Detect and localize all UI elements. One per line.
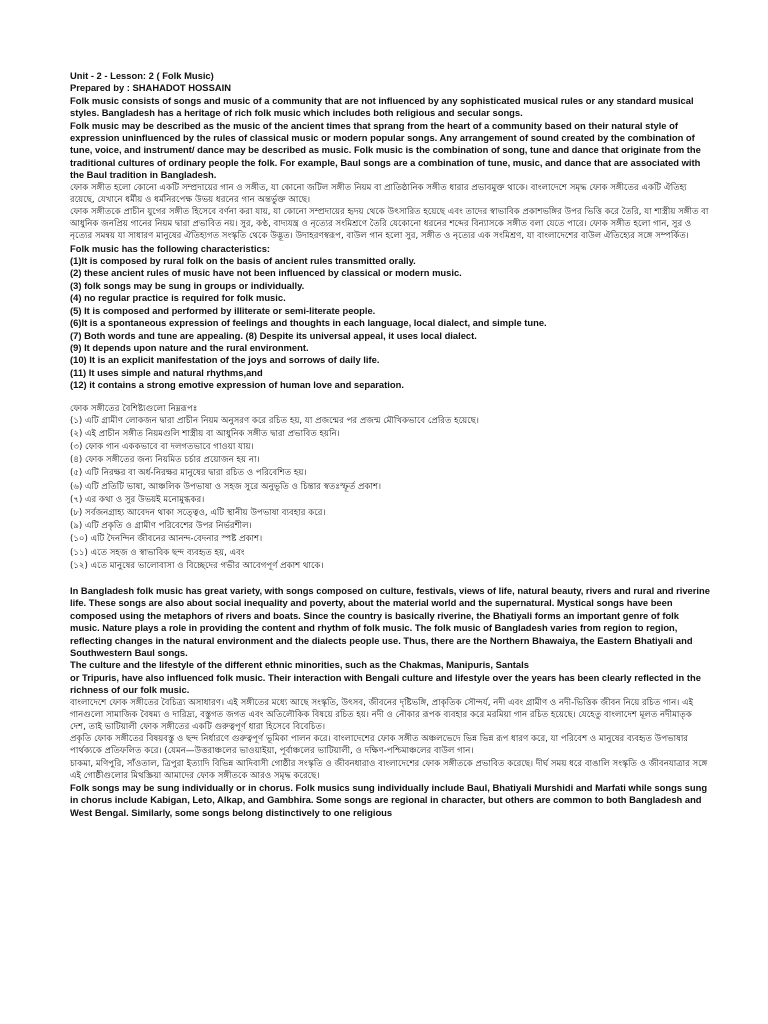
list-item: (৩) ফোক গান এককভাবে বা দলগতভাবে গাওয়া যায়। — [70, 441, 254, 452]
list-item: (৭) এর কথা ও সুর উভয়ই মনোমুগ্ধকর। — [70, 494, 205, 505]
prepared-by: Prepared by : SHAHADOT HOSSAIN — [70, 82, 231, 94]
variety-paragraph: In Bangladesh folk music has great variety, with songs composed on culture, festivals, views of life, natural beauty, rivers and rural and riverine life. These songs are also about social inequality and poverty, about the material world and the supernatural. Mystical songs have been composed using the metaphors of rivers and boats. Since the country is basically riverine, the Bhatiyali forms an important genre of folk music. Nature plays a role in providing the content and rhythm of folk music. The folk music of Bangladesh varies from region to region, reflecting changes in the natural environment and the dialects people use. Thus, there are the Northern Bhawaiya, the Eastern Bhatiyali and Southwestern Baul songs. — [70, 584, 710, 659]
characteristics-list — [70, 255, 710, 391]
characteristics-heading: Folk music has the following characteristics: — [70, 242, 271, 254]
bengali-nature-paragraph: প্রকৃতি ফোক সঙ্গীতের বিষয়বস্তু ও ছন্দ নির্ধারণে গুরুত্বপূর্ণ ভূমিকা পালন করে। বাংলাদেশের ফোক সঙ্গীত অঞ্চলভেদে ভিন্ন ভিন্ন রূপ ধারণ করে, যা পরিবেশ ও মানুষের ব্যবহৃত উপভাষার পার্থক্যকে প্রতিফলিত করে। (যেমন—উত্তরাঞ্চলের ভাওয়াইয়া, পূর্বাঞ্চলের ভাটিয়ালী, ও দক্ষিণ-পশ্চিমাঞ্চলের বাউল গান। — [70, 734, 689, 757]
list-item: (১১) এতে সহজ ও স্বাভাবিক ছন্দ ব্যবহৃত হয়, এবং — [70, 547, 245, 558]
list-item: (১২) এতে মানুষের ভালোবাসা ও বিচ্ছেদের গভীর আবেগপূর্ণ প্রকাশ থাকে। — [70, 560, 324, 571]
intro-paragraph: Folk music consists of songs and music of a community that are not influenced by any sophisticated musical rules or any standard musical styles. Bangladesh has a heritage of rich folk music which includes both religious and secular songs. — [70, 94, 694, 119]
list-item: (6)It is a spontaneous expression of feelings and thoughts in each language, local dialect, and simple tune. — [70, 317, 547, 329]
list-item: (৯) এটি প্রকৃতি ও গ্রামীণ পরিবেশের উপর নির্ভরশীল। — [70, 521, 252, 532]
list-item: (10) It is an explicit manifestation of the joys and sorrows of daily life. — [70, 354, 380, 366]
bengali-characteristics-heading: ফোক সঙ্গীতের বৈশিষ্ট্যগুলো নিম্নরূপঃ — [70, 403, 198, 414]
bengali-intro-paragraph: ফোক সঙ্গীত হলো কোনো একটি সম্প্রদায়ের গান ও সঙ্গীত, যা কোনো জটিল সঙ্গীত নিয়ম বা প্রাতিষ্ঠানিক সঙ্গীত ধারার প্রভাবমুক্ত থাকে। বাংলাদেশে সমৃদ্ধ ফোক সঙ্গীতের একটি ঐতিহ্য রয়েছে, যেখানে ধর্মীয় ও ধর্মনিরপেক্ষ উভয় ধরনের গান অন্তর্ভুক্ত আছে। — [70, 182, 687, 205]
bengali-variety-paragraph: বাংলাদেশে ফোক সঙ্গীতের বৈচিত্র্য অসাধারণ। এই সঙ্গীতের মধ্যে আছে সংস্কৃতি, উৎসব, জীবনের দৃষ্টিভঙ্গি, প্রাকৃতিক সৌন্দর্য, নদী এবং গ্রামীণ ও নদী-ভিত্তিক জীবন নিয়ে রচিত গান। এই গানগুলো সামাজিক বৈষম্য ও দারিদ্র্য, বস্তুগত জগত এবং অতিলৌকিক বিষয়ে রচিত হয়। নদী ও নৌকার রূপক ব্যবহার করে মরমিয়া গান রচিত হয়েছে। যেহেতু বাংলাদেশ মূলত নদীমাতৃক দেশ, তাই ভাটিয়ালী ফোক সঙ্গীতের একটি গুরুত্বপূর্ণ ধারা হিসেবে বিবেচিত। — [70, 697, 694, 733]
list-item: (৬) এটি প্রতিটি ভাষা, আঞ্চলিক উপভাষা ও সহজ সুরে অনুভূতি ও চিন্তার স্বতঃস্ফূর্ত প্রকাশ। — [70, 481, 382, 492]
list-item: (11) It uses simple and natural rhythms,and — [70, 366, 263, 378]
list-item: (5) It is composed and performed by illiterate or semi-literate people. — [70, 304, 376, 316]
bengali-characteristics-list — [70, 415, 710, 573]
ethnic-paragraph-line1: The culture and the lifestyle of the different ethnic minorities, such as the Chakmas, Manipuris, Santals — [70, 659, 529, 671]
ethnic-paragraph-rest: or Tripuris, have also influenced folk music. Their interaction with Bengali culture and lifestyle over the years has been clearly reflected in the richness of our folk music. — [70, 671, 701, 696]
chorus-paragraph: Folk songs may be sung individually or in chorus. Folk musics sung individually include Baul, Bhatiyali Murshidi and Marfati while songs sung in chorus include Kabigan, Leto, Alkap, and Gambhira. Some songs are regional in character, but others are common to both Bangladesh and West Bengal. Similarly, some songs belong distinctively to one religious — [70, 782, 708, 818]
list-item: (1)It is composed by rural folk on the basis of ancient rules transmitted orally. — [70, 255, 416, 267]
bengali-description-paragraph: ফোক সঙ্গীতকে প্রাচীন যুগের সঙ্গীত হিসেবে বর্ণনা করা যায়, যা কোনো সম্প্রদায়ের হৃদয় থেকে উৎসারিত হয়েছে এবং তাদের স্বাভাবিক প্রকাশভঙ্গির উপর ভিত্তি করে তৈরি, যা শাস্ত্রীয় সঙ্গীত বা আধুনিক জনপ্রিয় গানের নিয়ম দ্বারা প্রভাবিত নয়। সুর, কণ্ঠ, বাদ্যযন্ত্র ও নৃত্যের সংমিশ্রণে তৈরি যেকোনো ধরনের শব্দের বিন্যাসকে সঙ্গীত বলা যেতে পারে। ফোক সঙ্গীত হলো গান, সুর ও নৃত্যের সমন্বয় যা সাধারণ মানুষের ঐতিহ্যগত সংস্কৃতি থেকে উদ্ভূত। উদাহরণস্বরূপ, বাউল গান হলো সুর, সঙ্গীত ও নৃত্যের এক সংমিশ্রণ, যা বাংলাদেশের বাউল ঐতিহ্যের সঙ্গে সম্পর্কিত। — [70, 207, 709, 242]
ethnic-paragraph — [70, 659, 710, 696]
list-item: (১) এটি গ্রামীণ লোকজন দ্বারা প্রাচীন নিয়ম অনুসরণ করে রচিত হয়, যা প্রজন্মের পর প্রজন্ম মৌখিকভাবে প্রেরিত হয়েছে। — [70, 415, 479, 426]
list-item: (২) এই প্রাচীন সঙ্গীত নিয়মগুলি শাস্ত্রীয় বা আধুনিক সঙ্গীত দ্বারা প্রভাবিত হয়নি। — [70, 428, 340, 439]
list-item: (৫) এটি নিরক্ষর বা অর্ধ-নিরক্ষর মানুষের দ্বারা রচিত ও পরিবেশিত হয়। — [70, 468, 307, 479]
list-item: (12) it contains a strong emotive expression of human love and separation. — [70, 379, 404, 391]
list-item: (১০) এটি দৈনন্দিন জীবনের আনন্দ-বেদনার স্পষ্ট প্রকাশ। — [70, 534, 263, 545]
document-page — [70, 70, 710, 819]
list-item: (3) folk songs may be sung in groups or individually. — [70, 279, 305, 291]
list-item: (৪) ফোক সঙ্গীতের জন্য নিয়মিত চর্চার প্রয়োজন হয় না। — [70, 455, 260, 466]
list-item: (9) It depends upon nature and the rural environment. — [70, 341, 309, 353]
list-item: (4) no regular practice is required for folk music. — [70, 292, 286, 304]
list-item: (7) Both words and tune are appealing. (8) Despite its universal appeal, it uses local dialect. — [70, 329, 477, 341]
bengali-ethnic-paragraph: চাকমা, মণিপুরি, সাঁওতাল, ত্রিপুরা ইত্যাদি বিভিন্ন আদিবাসী গোষ্ঠীর সংস্কৃতি ও জীবনধারাও বাংলাদেশের ফোক সঙ্গীতকে প্রভাবিত করেছে। দীর্ঘ সময় ধরে বাঙালি সংস্কৃতি ও জীবনযাত্রার সঙ্গে এই গোষ্ঠীগুলোর মিথস্ক্রিয়া আমাদের ফোক সঙ্গীতকে আরও সমৃদ্ধ করেছে। — [70, 758, 708, 781]
list-item: (৮) সর্বজনগ্রাহ্য আবেদন থাকা সত্ত্বেও, এটি স্থানীয় উপভাষা ব্যবহার করে। — [70, 507, 326, 518]
list-item: (2) these ancient rules of music have not been influenced by classical or modern music. — [70, 267, 462, 279]
unit-title: Unit - 2 - Lesson: 2 ( Folk Music) — [70, 70, 214, 81]
description-paragraph: Folk music may be described as the music of the ancient times that sprang from the heart of a community based on their natural style of expression uninfluenced by the rules of classical music or modern popular songs. Any arrangement of sound created by the combination of tune, voice, and instrument/ dance may be described as music. Folk music is the combination of song, tune and dance that originate from the traditional cultures of ordinary people the folk. For example, Baul songs are a combination of tune, music, and dance that are associated with the Baul tradition in Bangladesh. — [70, 119, 701, 181]
